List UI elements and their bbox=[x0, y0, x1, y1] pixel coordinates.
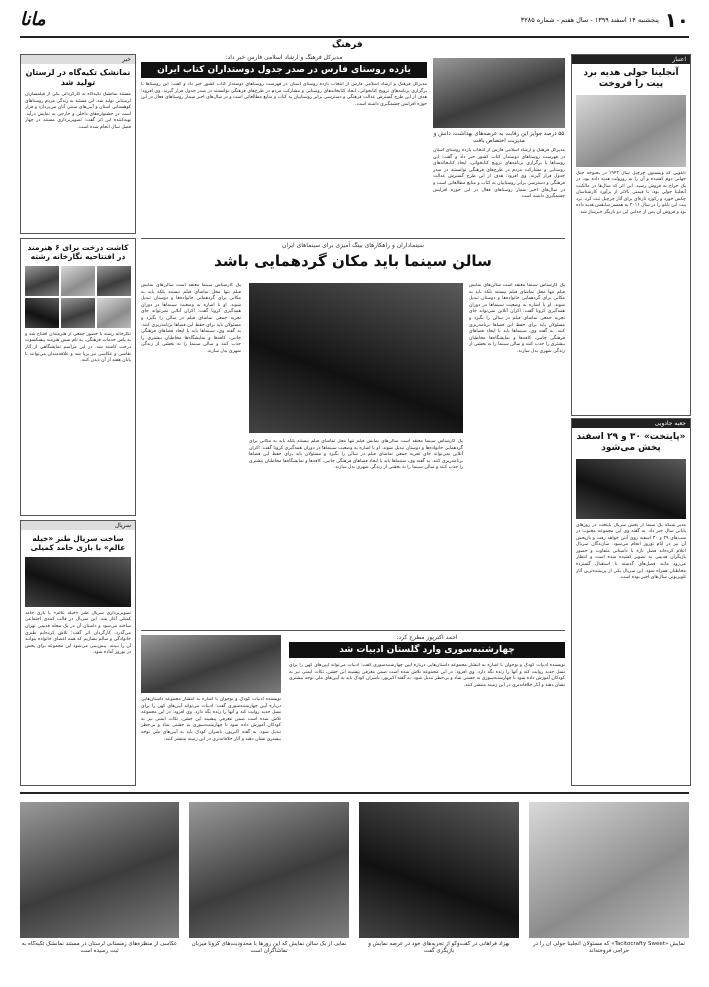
article-photo bbox=[576, 95, 686, 167]
left-top-body: مستند نمانشک تکیه‌گاه به کارگردانی یکی از فیلمسازان لرستانی تولید شد. این مستند به زندگی مردم روستاهای کوهستانی استان و آیین‌های سنتی آنان می‌پردازد و قرار است در جشنواره‌های داخلی و خارجی به نمایش درآید. تهیه‌کننده این اثر گفت: تصویربرداری مستند در چهار فصل سال انجام شده است. bbox=[25, 92, 131, 130]
lead-story bbox=[141, 54, 565, 232]
strip-item bbox=[189, 802, 349, 972]
feature-kicker: سینماداران و راهکارهای بیتگ آمیزی برای سینماهای ایران bbox=[281, 242, 425, 249]
feature-story bbox=[141, 238, 565, 625]
strip-item bbox=[359, 802, 519, 972]
feature-body-col2: یک کارشناس سینما معتقد است سالن‌های نمایش فیلم تنها محل تماشای فیلم نیستند بلکه باید به مکانی برای گردهمایی خانواده‌ها و دوستان تبدیل شوند. او با اشاره به وضعیت سینماها در دوران همه‌گیری کرونا گفت: اکران آنلاین نمی‌تواند جای تجربه جمعی تماشای فیلم در سالن را بگیرد و مسئولان باید برای حفظ این فضاها برنامه‌ریزی کنند. به گفته وی، سینماها باید با ایجاد فضاهای فرهنگی جانبی، کافه‌ها و نمایشگاه‌ها مخاطبان بیشتری را جذب کنند و سالن سینما را به بخشی از زندگی شهری بدل سازند. bbox=[141, 283, 241, 354]
article-tag: اعتبار bbox=[572, 55, 690, 64]
issue-meta: پنجشنبه ۱۴ اسفند ۱۳۹۹ - سال هفتم - شماره ۳۲۸۵ bbox=[520, 16, 659, 24]
lead-kicker: مدیرکل فرهنگ و ارشاد اسلامی فارس خبر داد: bbox=[225, 54, 343, 61]
strip-photo bbox=[20, 802, 179, 938]
lead-caption: ۵۵ درصد جوایز این رقابت به عرصه‌های بهداشت، دانش و مدیریت اختصاص یافت bbox=[433, 131, 565, 144]
tv-box-tag: جعبه جادویی bbox=[572, 419, 690, 428]
page-number: ۱۰ bbox=[664, 8, 689, 32]
photo-strip bbox=[20, 792, 689, 980]
left-bottom-article bbox=[20, 520, 136, 786]
left-top-tag: خبر bbox=[21, 55, 135, 64]
artist-photo bbox=[25, 266, 59, 296]
literature-title: چهارشنبه‌سوری وارد گلستان ادبیات شد bbox=[289, 642, 565, 658]
left-bottom-photo bbox=[25, 557, 131, 607]
literature-story bbox=[141, 630, 565, 785]
article-body: تابلویی که وینستون چرچیل سال ۱۹۴۳ در بحبوحه جنگ جهانی دوم کشیده و آن را به روزولت هدیه داده بود، در یک حراج به فروش رسید. این اثر که سال‌ها در مالکیت آنجلینا جولی بود، با قیمتی بالاتر از برآورد کارشناسان چکش خورد و رکورد تازه‌ای برای آثار چرچیل ثبت کرد. برد پیت این تابلو را در سال ۲۰۱۱ به همسر سابقش هدیه داده بود و فروش آن پس از جدایی این دو بازیگر خبرساز شد. bbox=[576, 170, 686, 216]
literature-body: نویسنده ادبیات کودک و نوجوان با اشاره به انتشار مجموعه داستان‌هایی درباره آیین چهارشنبه‌سوری گفت: ادبیات می‌تواند آیین‌های کهن را برای نسل جدید روایت کند و آنها را زنده نگه دارد. وی افزود: در این مجموعه تلاش شده است ضمن معرفی پیشینه این جشن، نکات ایمنی نیز به کودکان آموزش داده شود تا چهارشنبه‌سوری به جشنی شاد و بی‌خطر تبدیل شود. به گفته اکبرپور، ناشران کودک باید به آیین‌های ملی توجه بیشتری نشان دهند و آثار خلاقانه‌تری در این زمینه منتشر کنند. bbox=[289, 663, 565, 688]
feature-photo bbox=[249, 283, 463, 433]
left-top-title: نمانشک تکیه‌گاه در لرستان تولید شد bbox=[25, 68, 131, 87]
section-label: فرهنگ bbox=[332, 40, 363, 50]
lead-photo bbox=[433, 58, 565, 128]
left-bottom-tag: سریال bbox=[21, 521, 135, 530]
tv-box bbox=[571, 418, 691, 786]
strip-caption: نمایش «Tacitocrafty Sweet» که مسئولان آنجلینا جولی آن را در حراجی فروخته‌اند bbox=[533, 941, 685, 954]
artist-photos bbox=[25, 266, 131, 328]
tv-box-title: «پایتخت» ۳۰ و ۲۹ اسفند پخش می‌شود bbox=[576, 432, 686, 454]
strip-caption: عکاسی از منظره‌های زمستانی لرستان در مستند نمانشک تکیه‌گاه به ثبت رسیده است bbox=[21, 941, 178, 954]
lead-body-continued: مدیرکل فرهنگ و ارشاد اسلامی فارس از انتخاب یازده روستای استان در فهرست روستاهای دوستدار کتاب کشور خبر داد و گفت: این روستاها با برگزاری برنامه‌های ترویج کتابخوانی، ایجاد کتابخانه‌های روستایی و مشارکت مردم در طرح‌های فرهنگی توانستند در صدر جدول قرار گیرند. وی افزود: هدف از این طرح گسترش عدالت فرهنگی و دسترسی برابر روستاییان به کتاب و منابع مطالعاتی است و در سال‌های اخیر شمار روستاهای فعال در این حوزه افزایش چشمگیری داشته است. bbox=[433, 148, 565, 200]
strip-photo bbox=[189, 802, 349, 938]
newspaper-logo: مانا bbox=[20, 9, 46, 30]
feature-body-col3: یک کارشناس سینما معتقد است سالن‌های نمایش فیلم تنها محل تماشای فیلم نیستند بلکه باید به مکانی برای گردهمایی خانواده‌ها و دوستان تبدیل شوند. او با اشاره به وضعیت سینماها در دوران همه‌گیری کرونا گفت: اکران آنلاین نمی‌تواند جای تجربه جمعی تماشای فیلم در سالن را بگیرد و مسئولان باید برای حفظ این فضاها برنامه‌ریزی کنند. به گفته وی، سینماها باید با ایجاد فضاهای فرهنگی جانبی، کافه‌ها و نمایشگاه‌ها مخاطبان بیشتری را جذب کنند و سالن سینما را به بخشی از زندگی شهری بدل سازند. bbox=[249, 439, 463, 471]
artist-photo bbox=[97, 266, 131, 296]
literature-photo bbox=[141, 635, 281, 693]
lead-title: یازده روستای فارس در صدر جدول دوستداران کتاب ایران bbox=[141, 62, 427, 78]
left-bottom-title: ساخت سریال طنز «خیله عالم» با بازی حامد کمیلی bbox=[30, 534, 126, 553]
literature-body-continued: نویسنده ادبیات کودک و نوجوان با اشاره به انتشار مجموعه داستان‌هایی درباره آیین چهارشنبه‌سوری گفت: ادبیات می‌تواند آیین‌های کهن را برای نسل جدید روایت کند و آنها را زنده نگه دارد. وی افزود: در این مجموعه تلاش شده است ضمن معرفی پیشینه این جشن، نکات ایمنی نیز به کودکان آموزش داده شود تا چهارشنبه‌سوری به جشنی شاد و بی‌خطر تبدیل شود. به گفته اکبرپور، ناشران کودک باید به آیین‌های ملی توجه بیشتری نشان دهند و آثار خلاقانه‌تری در این زمینه منتشر کنند. bbox=[141, 697, 281, 742]
artist-photo bbox=[97, 298, 131, 328]
tv-box-photo bbox=[576, 459, 686, 519]
strip-item bbox=[20, 802, 179, 972]
strip-caption: بهزاد فراهانی در گفت‌وگو از تجربه‌های خود در عرصه نمایش و بازیگری گفت bbox=[368, 941, 510, 954]
artist-photo bbox=[25, 298, 59, 328]
tv-box-body: مدیر شبکه یک سیما از پخش سریال پایتخت در روزهای پایانی سال خبر داد. به گفته وی این مجموعه محبوب در شب‌های ۲۹ و ۳۰ اسفند روی آنتن خواهد رفت و بازپخش آن نیز در ایام نوروز انجام می‌شود. سازندگان سریال اعلام کرده‌اند فصل تازه با داستانی متفاوت و حضور بازیگران قدیمی به تصویر کشیده شده است و انتظار می‌رود مانند فصل‌های گذشته با استقبال گسترده مخاطبان همراه شود. این سریال یکی از پربیننده‌ترین آثار تلویزیونی سال‌های اخیر بوده است. bbox=[576, 522, 686, 581]
strip-photo bbox=[529, 802, 689, 938]
strip-caption: نمایی از یک سالن نمایش که این روزها با محدودیت‌های کرونا میزبان تماشاگران است bbox=[191, 941, 347, 954]
strip-item bbox=[529, 802, 689, 972]
feature-title: سالن سینما باید مکان گردهمایی باشد bbox=[214, 252, 492, 270]
left-mid-body: نگارخانه رشته با حضور جمعی از هنرمندان افتتاح شد و به پاس خدمات فرهنگی، به نام شش هنرمند پیشکسوت درخت کاشته شد. در این مراسم نمایشگاهی از آثار نقاشی و عکاسی نیز برپا شد و علاقه‌مندان می‌توانند تا پایان هفته از آن دیدن کنند. bbox=[25, 331, 131, 364]
article-title: آنجلینا جولی هدیه برد پیت را فروخت bbox=[583, 68, 679, 90]
lead-body: مدیرکل فرهنگ و ارشاد اسلامی فارس از انتخاب یازده روستای استان در فهرست روستاهای دوستدار کتاب کشور خبر داد و گفت: این روستاها با برگزاری برنامه‌های ترویج کتابخوانی، ایجاد کتابخانه‌های روستایی و مشارکت مردم در طرح‌های فرهنگی توانستند در صدر جدول قرار گیرند. وی افزود: هدف از این طرح گسترش عدالت فرهنگی و دسترسی برابر روستاییان به کتاب و منابع مطالعاتی است و در سال‌های اخیر شمار روستاهای فعال در این حوزه افزایش چشمگیری داشته است. bbox=[141, 82, 427, 107]
left-mid-title: کاشت درخت برای ۶ هنرمند در افتتاحیه نگارخانه رشته bbox=[27, 243, 129, 262]
strip-photo bbox=[359, 802, 519, 938]
literature-kicker: احمد اکبرپور مطرح کرد: bbox=[396, 634, 458, 641]
left-mid-article bbox=[20, 238, 136, 516]
right-column-article bbox=[571, 54, 691, 416]
left-top-article bbox=[20, 54, 136, 234]
artist-photo bbox=[61, 298, 95, 328]
masthead bbox=[20, 8, 689, 38]
left-bottom-body: تصویربرداری سریال طنز «خیله عالم» با بازی حامد کمیلی آغاز شد. این سریال در قالب کمدی اجتماعی ساخته می‌شود و داستان آن در یک محله قدیمی تهران می‌گذرد. کارگردان اثر گفت: تلاش کرده‌ایم طنزی خانوادگی و سالم بسازیم که همه اعضای خانواده بتوانند آن را ببینند. پیش‌بینی می‌شود این مجموعه برای پخش در نوروز آماده شود. bbox=[25, 610, 131, 656]
feature-body-col1: یک کارشناس سینما معتقد است سالن‌های نمایش فیلم تنها محل تماشای فیلم نیستند بلکه باید به مکانی برای گردهمایی خانواده‌ها و دوستان تبدیل شوند. او با اشاره به وضعیت سینماها در دوران همه‌گیری کرونا گفت: اکران آنلاین نمی‌تواند جای تجربه جمعی تماشای فیلم در سالن را بگیرد و مسئولان باید برای حفظ این فضاها برنامه‌ریزی کنند. به گفته وی، سینماها باید با ایجاد فضاهای فرهنگی جانبی، کافه‌ها و نمایشگاه‌ها مخاطبان بیشتری را جذب کنند و سالن سینما را به بخشی از زندگی شهری بدل سازند. bbox=[469, 283, 565, 354]
artist-photo bbox=[61, 266, 95, 296]
